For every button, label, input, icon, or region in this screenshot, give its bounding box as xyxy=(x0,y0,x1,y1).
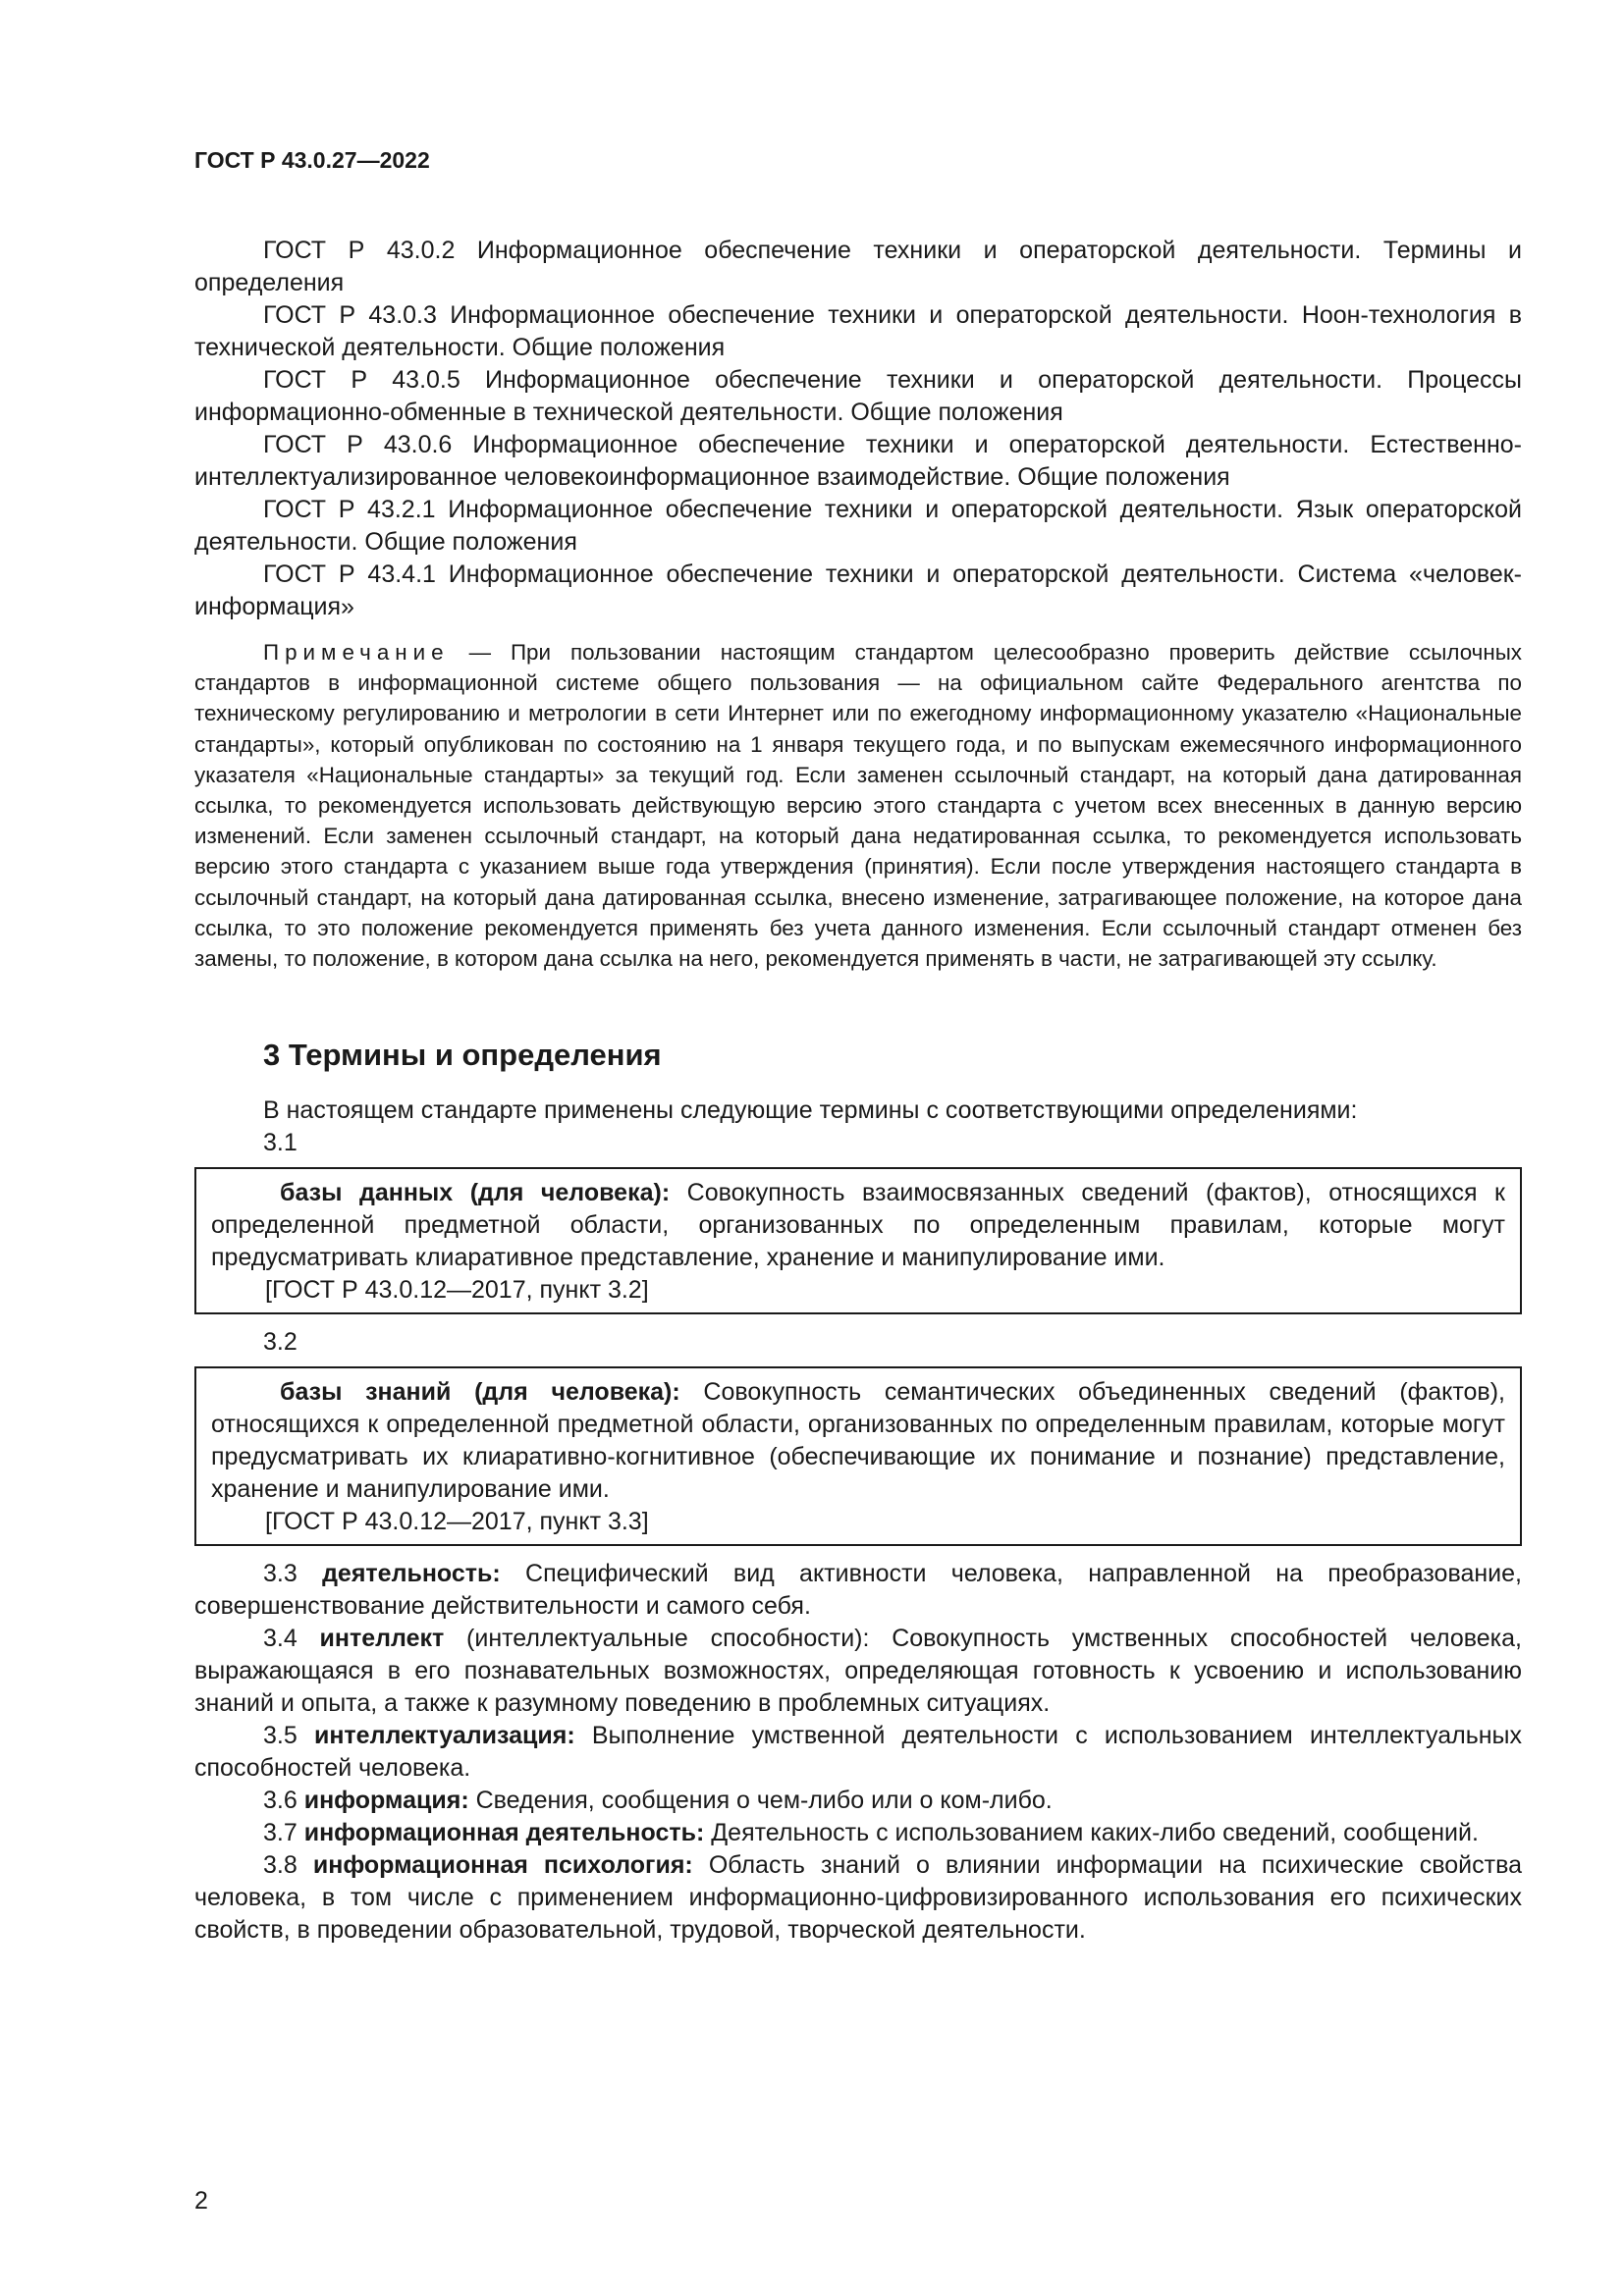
term-box xyxy=(194,1366,1522,1546)
term-entry xyxy=(194,1558,1522,1623)
term-source: [ГОСТ Р 43.0.12—2017, пункт 3.3] xyxy=(265,1508,649,1536)
term-number: 3.2 xyxy=(263,1328,298,1357)
term-source: [ГОСТ Р 43.0.12—2017, пункт 3.2] xyxy=(265,1276,649,1305)
note-paragraph xyxy=(194,637,1522,974)
reference-item: ГОСТ Р 43.4.1 Информационное обеспечение техники и операторской деятельности. Система «человек-информация» xyxy=(194,561,1522,620)
term-definition xyxy=(211,1177,1505,1274)
term-entry xyxy=(194,1817,1522,1849)
term-entry xyxy=(194,1720,1522,1785)
document-header: ГОСТ Р 43.0.27—2022 xyxy=(194,147,430,173)
term-text: Сведения, сообщения о чем-либо или о ком-либо. xyxy=(468,1787,1053,1815)
term-name: базы знаний (для человека): xyxy=(280,1378,680,1407)
reference-list xyxy=(194,235,1522,623)
term-name: информационная психология: xyxy=(312,1851,693,1880)
term-entry xyxy=(194,1623,1522,1720)
reference-item: ГОСТ Р 43.0.3 Информационное обеспечение техники и операторской деятельности. Ноон-технология в технической деятельности. Общие положения xyxy=(194,301,1522,361)
term-name: интеллект xyxy=(319,1625,445,1653)
term-definition xyxy=(211,1376,1505,1506)
term-box xyxy=(194,1167,1522,1314)
term-name: базы данных (для человека): xyxy=(280,1179,671,1207)
reference-item: ГОСТ Р 43.2.1 Информационное обеспечение техники и операторской деятельности. Язык операторской деятельности. Общие положения xyxy=(194,496,1522,556)
term-number: 3.4 xyxy=(263,1625,320,1653)
term-number: 3.3 xyxy=(263,1560,323,1588)
term-number: 3.1 xyxy=(263,1129,298,1157)
reference-item: ГОСТ Р 43.0.6 Информационное обеспечение техники и операторской деятельности. Естественно-интеллектуализированное человекоинформационное взаимодействие. Общие положения xyxy=(194,431,1522,491)
reference-item: ГОСТ Р 43.0.5 Информационное обеспечение техники и операторской деятельности. Процессы информационно-обменные в технической деятельности. Общие положения xyxy=(194,366,1522,426)
page-number: 2 xyxy=(194,2187,208,2215)
section-intro: В настоящем стандарте применены следующие термины с соответствующими определениями: xyxy=(263,1096,1358,1125)
term-text: Совокупность взаимосвязанных сведений (фактов), относящихся к определенной предметной области, организованных по определенным правилам, которые могут предусматривать клиаративное представление, хранение и манипулирование ими. xyxy=(211,1179,1505,1272)
term-list xyxy=(194,1558,1522,1947)
term-entry xyxy=(194,1785,1522,1817)
term-name: деятельность: xyxy=(322,1560,501,1588)
term-text: (интеллектуальные способности): Совокупность умственных способностей человека, выражающаяся в его познавательных возможностях, определяющая готовность к усвоению и использованию знаний и опыта, а также к разумному поведению в проблемных ситуациях. xyxy=(194,1625,1523,1718)
term-text: Деятельность с использованием каких-либо сведений, сообщений. xyxy=(704,1819,1479,1847)
note-label: Примечание xyxy=(263,640,450,665)
term-text: Совокупность семантических объединенных сведений (фактов), относящихся к определенной предметной области, организованных по определенным правилам, которые могут предусматривать их клиаративно-когнитивное (обеспечивающие их понимание и познание) представление, хранение и манипулирование ими. xyxy=(211,1378,1505,1504)
term-text: Выполнение умственной деятельности с использованием интеллектуальных способностей человека. xyxy=(194,1722,1522,1783)
reference-item: ГОСТ Р 43.0.2 Информационное обеспечение техники и операторской деятельности. Термины и определения xyxy=(194,237,1522,296)
term-text: Специфический вид активности человека, направленной на преобразование, совершенствование действительности и самого себя. xyxy=(194,1560,1522,1621)
term-name: информационная деятельность: xyxy=(303,1819,705,1847)
section-title: 3 Термины и определения xyxy=(263,1038,662,1073)
document-page xyxy=(194,147,1522,1947)
term-number: 3.5 xyxy=(263,1722,314,1750)
term-name: интеллектуализация: xyxy=(313,1722,575,1750)
term-number: 3.8 xyxy=(263,1851,313,1880)
term-name: информация: xyxy=(303,1787,469,1815)
term-entry xyxy=(194,1849,1522,1947)
note-text: — При пользовании настоящим стандартом целесообразно проверить действие ссылочных стандартов в информационной системе общего пользования — на официальном сайте Федерального агентства по техническому регулированию и метрологии в сети Интернет или по ежегодному информационному указателю «Национальные стандарты», который опубликован по состоянию на 1 января текущего года, и по выпускам ежемесячного информационного указателя «Национальные стандарты» за текущий год. Если заменен ссылочный стандарт, на который дана датированная ссылка, то рекомендуется использовать действующую версию этого стандарта с учетом всех внесенных в данную версию изменений. Если заменен ссылочный стандарт, на который дана недатированная ссылка, то рекомендуется использовать версию этого стандарта с указанием выше года утверждения (принятия). Если после утверждения настоящего стандарта в ссылочный стандарт, на который дана датированная ссылка, внесено изменение, затрагивающее положение, на которое дана ссылка, то это положение рекомендуется применять без учета данного изменения. Если ссылочный стандарт отменен без замены, то положение, в котором дана ссылка на него, рекомендуется применять в части, не затрагивающей эту ссылку. xyxy=(194,640,1522,972)
term-number: 3.7 xyxy=(263,1819,304,1847)
term-number: 3.6 xyxy=(263,1787,304,1815)
term-text: Область знаний о влиянии информации на психические свойства человека, в том числе с применением информационно-цифровизированного использования его психических свойств, в проведении образовательной, трудовой, творческой деятельности. xyxy=(194,1851,1522,1945)
